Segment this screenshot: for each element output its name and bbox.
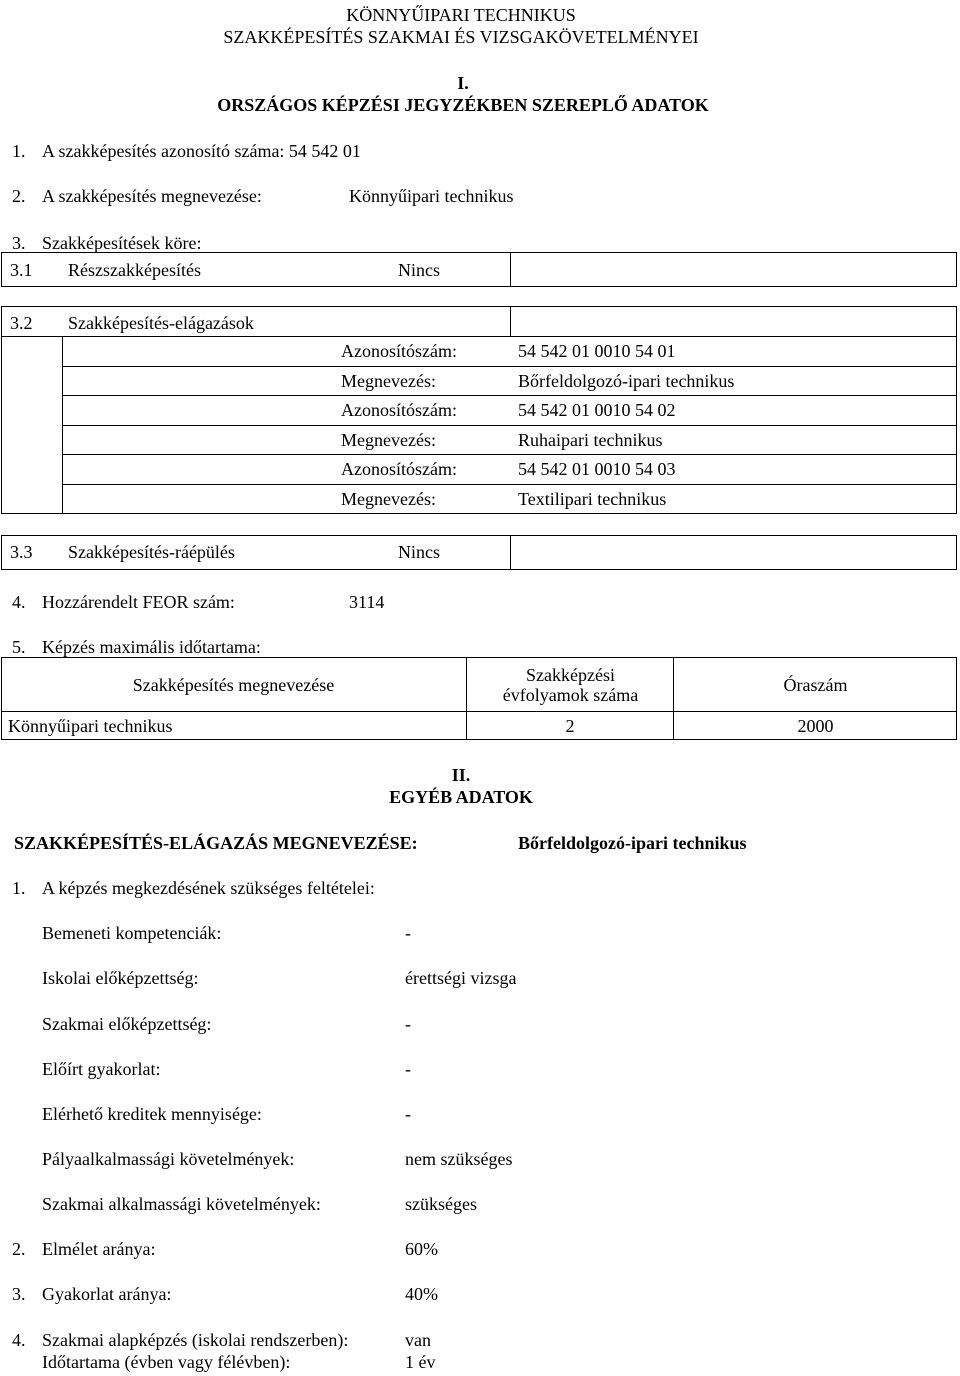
table-divider bbox=[62, 454, 957, 455]
item33-number: 3.3 bbox=[10, 542, 33, 562]
branch1-id-label: Azonosítószám: bbox=[341, 341, 457, 361]
duration-header-grades: Szakképzési évfolyamok száma bbox=[502, 664, 639, 705]
table-divider bbox=[62, 366, 957, 367]
branch2-id-value: 54 542 01 0010 54 02 bbox=[518, 400, 676, 420]
duration-row-name: Könnyűipari technikus bbox=[8, 716, 173, 736]
theory-label: Elmélet aránya: bbox=[42, 1239, 156, 1259]
branch2-name-value: Ruhaipari technikus bbox=[518, 430, 663, 450]
duration-header-hours: Óraszám bbox=[783, 674, 848, 695]
branch3-id-value: 54 542 01 0010 54 03 bbox=[518, 459, 676, 479]
condition-value: - bbox=[405, 1104, 411, 1124]
item31-label: Részszakképesítés bbox=[68, 260, 201, 280]
table-divider bbox=[1, 711, 957, 712]
conditions-title: A képzés megkezdésének szükséges feltételei: bbox=[42, 878, 375, 898]
doc-title-line1: KÖNNYŰIPARI TECHNIKUS bbox=[346, 5, 576, 25]
branches-table bbox=[1, 306, 957, 514]
theory-value: 60% bbox=[405, 1239, 438, 1259]
condition-value: - bbox=[405, 1059, 411, 1079]
practice-number: 3. bbox=[12, 1284, 26, 1304]
item32-number: 3.2 bbox=[10, 313, 33, 333]
section2-number: II. bbox=[451, 765, 471, 785]
theory-number: 2. bbox=[12, 1239, 26, 1259]
condition-label: Bemeneti kompetenciák: bbox=[42, 923, 222, 943]
item2-label: A szakképesítés megnevezése: bbox=[42, 186, 262, 206]
table-divider bbox=[510, 306, 511, 336]
branch2-id-label: Azonosítószám: bbox=[341, 400, 457, 420]
table-divider bbox=[510, 252, 511, 287]
duration-row-hours: 2000 bbox=[797, 716, 834, 736]
table-divider bbox=[62, 425, 957, 426]
practice-label: Gyakorlat aránya: bbox=[42, 1284, 172, 1304]
condition-value: - bbox=[405, 1014, 411, 1034]
branch2-name-label: Megnevezés: bbox=[341, 430, 436, 450]
item5-number: 5. bbox=[12, 637, 26, 657]
condition-label: Elérhető kreditek mennyisége: bbox=[42, 1104, 262, 1124]
condition-label: Szakmai előképzettség: bbox=[42, 1014, 212, 1034]
condition-label: Pályaalkalmassági követelmények: bbox=[42, 1149, 295, 1169]
branch-name-label: SZAKKÉPESÍTÉS-ELÁGAZÁS MEGNEVEZÉSE: bbox=[14, 833, 418, 853]
item3-number: 3. bbox=[12, 233, 26, 253]
branch3-name-label: Megnevezés: bbox=[341, 489, 436, 509]
table-divider bbox=[62, 484, 957, 485]
item33-label: Szakképesítés-ráépülés bbox=[68, 542, 235, 562]
branch-name-value: Bőrfeldolgozó-ipari technikus bbox=[518, 833, 747, 853]
branch1-id-value: 54 542 01 0010 54 01 bbox=[518, 341, 676, 361]
condition-value: nem szükséges bbox=[405, 1149, 513, 1169]
branch3-id-label: Azonosítószám: bbox=[341, 459, 457, 479]
table-divider bbox=[1, 336, 957, 337]
item2-number: 2. bbox=[12, 186, 26, 206]
condition-label: Iskolai előképzettség: bbox=[42, 968, 199, 988]
item32-label: Szakképesítés-elágazások bbox=[68, 313, 254, 333]
item4-value: 3114 bbox=[349, 592, 385, 612]
condition-label: Szakmai alkalmassági követelmények: bbox=[42, 1194, 321, 1214]
item33-value: Nincs bbox=[398, 542, 440, 562]
item31-value: Nincs bbox=[398, 260, 440, 280]
table-divider bbox=[62, 395, 957, 396]
condition-value: szükséges bbox=[405, 1194, 477, 1214]
section1-title: ORSZÁGOS KÉPZÉSI JEGYZÉKBEN SZEREPLŐ ADATOK bbox=[217, 95, 709, 115]
section2-title: EGYÉB ADATOK bbox=[389, 787, 533, 807]
item5-label: Képzés maximális időtartama: bbox=[42, 637, 261, 657]
duration-row-grades: 2 bbox=[565, 716, 575, 736]
item2-value: Könnyűipari technikus bbox=[349, 186, 514, 206]
item4-number: 4. bbox=[12, 592, 26, 612]
branch1-name-label: Megnevezés: bbox=[341, 371, 436, 391]
condition-value: érettségi vizsga bbox=[405, 968, 517, 988]
basic-training-label: Szakmai alapképzés (iskolai rendszerben): bbox=[42, 1330, 349, 1350]
condition-value: - bbox=[405, 923, 411, 943]
practice-value: 40% bbox=[405, 1284, 438, 1304]
doc-title-line2: SZAKKÉPESÍTÉS SZAKMAI ÉS VIZSGAKÖVETELMÉNYEI bbox=[223, 27, 699, 47]
duration-header-name: Szakképesítés megnevezése bbox=[132, 674, 335, 695]
item3-label: Szakképesítések köre: bbox=[42, 233, 202, 253]
item1-number: 1. bbox=[12, 141, 26, 161]
branch3-name-value: Textilipari technikus bbox=[518, 489, 667, 509]
item1-label: A szakképesítés azonosító száma: 54 542 01 bbox=[42, 141, 361, 161]
item31-number: 3.1 bbox=[10, 260, 33, 280]
basic-duration-value: 1 év bbox=[405, 1352, 436, 1372]
section1-number: I. bbox=[457, 73, 469, 93]
item4-label: Hozzárendelt FEOR szám: bbox=[42, 592, 235, 612]
table-divider bbox=[510, 535, 511, 570]
basic-training-number: 4. bbox=[12, 1330, 26, 1350]
basic-training-value: van bbox=[405, 1330, 431, 1350]
condition-label: Előírt gyakorlat: bbox=[42, 1059, 161, 1079]
basic-duration-label: Időtartama (évben vagy félévben): bbox=[42, 1352, 291, 1372]
conditions-number: 1. bbox=[12, 878, 26, 898]
branch1-name-value: Bőrfeldolgozó-ipari technikus bbox=[518, 371, 735, 391]
